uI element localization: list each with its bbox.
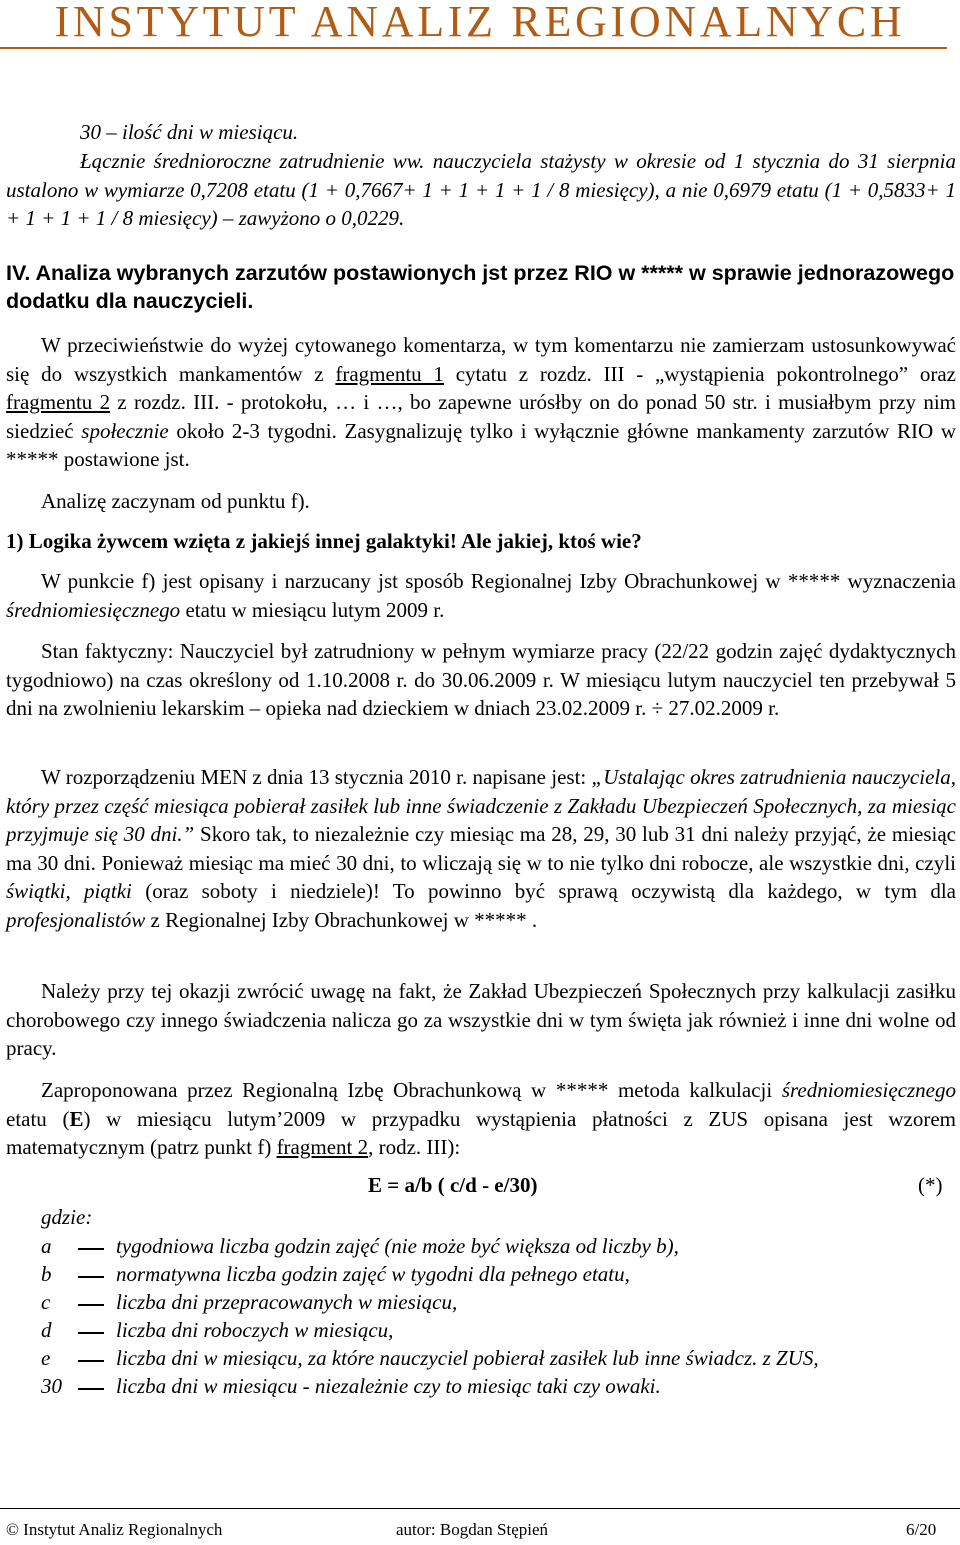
point-1-heading: 1) Logika żywcem wzięta z jakiejś innej galaktyki! Ale jakiej, ktoś wie? — [6, 529, 642, 553]
text-run: W przeciwieństwie do wyżej cytowanego komentarza, w tym komentarzu nie zamierzam ustosunkowywać się do wszystkich mankamentów z — [6, 333, 956, 386]
fragment-2-link[interactable]: fragmentu 2 — [6, 390, 111, 414]
formula-number: (*) — [918, 1173, 943, 1197]
text-run: Zaproponowana przez Regionalną Izbę Obrachunkową w ***** metoda kalkulacji — [41, 1078, 782, 1102]
footer-rule — [0, 1508, 960, 1509]
legend-item — [41, 1234, 956, 1262]
italic-run: średniomiesięcznego — [781, 1078, 956, 1102]
dash — [78, 1360, 104, 1362]
italic-run: średniomiesięcznego — [6, 597, 181, 622]
paragraph-2: Analizę zaczynam od punktu f). — [41, 489, 310, 513]
legend-item — [41, 1262, 956, 1290]
footer-author: autor: Bogdan Stępień — [396, 1520, 549, 1539]
dash — [78, 1388, 104, 1390]
paragraph-1 — [6, 331, 956, 474]
text-run: cytatu z rozdz. III - „wystąpienia pokontrolnego” oraz — [443, 361, 957, 386]
dash — [78, 1304, 104, 1306]
text-run: z Regionalnej Izby Obrachunkowej w ***** . — [145, 907, 538, 932]
italic-quote: „Ustalając okres zatrudnienia nauczyciela, który przez część miesiąca pobierał zasiłek lub inne świadczenie z Zakładu Ubezpieczeń Społecznych, za miesiąc przyjmuje się 30 dni.” — [6, 765, 956, 846]
legend-item — [41, 1374, 956, 1402]
text-run: (oraz soboty i niedziele)! To powinno być sprawą oczywistą dla każdego, w tym dla — [131, 879, 956, 903]
text-run: ) w miesiącu lutym’2009 w przypadku wystąpienia płatności z ZUS opisana jest wzorem matematycznym (patrz punkt f) — [6, 1106, 956, 1159]
paragraph-5 — [6, 763, 956, 934]
legend-variable: a — [41, 1234, 52, 1258]
italic-run: profesjonalistów — [6, 907, 146, 932]
paragraph-4: Stan faktyczny: Nauczyciel był zatrudniony w pełnym wymiarze pracy (22/22 godzin zajęć dydaktycznych tygodniowo) na czas określony od 1.10.2008 r. do 30.06.2009 r. W miesiącu lutym nauczyciel ten przebywał 5 dni na zwolnieniu lekarskim – opieka nad dzieckiem w dniach 23.02.2009 r. ÷ 27.02.2009 r. — [6, 639, 956, 720]
legend-variable: b — [41, 1262, 52, 1286]
formula: E = a/b ( c/d - e/30) — [368, 1173, 538, 1197]
italic-run: społecznie — [81, 418, 169, 443]
legend-description: liczba dni w miesiącu, za które nauczyciel pobierał zasiłek lub inne świadcz. z ZUS, — [116, 1346, 819, 1370]
legend-variable: d — [41, 1318, 52, 1342]
formula-row — [0, 1173, 960, 1203]
footer-copyright: © Instytut Analiz Regionalnych — [6, 1520, 223, 1539]
legend-title: gdzie: — [41, 1205, 93, 1229]
intro-paragraph: Łącznie średnioroczne zatrudnienie ww. nauczyciela stażysty w okresie od 1 stycznia do 31 sierpnia ustalono w wymiarze 0,7208 etatu (1 + 0,7667+ 1 + 1 + 1 + 1 / 8 miesięcy), a nie 0,6979 etatu (1 + 0,5833+ 1 + 1 + 1 + 1 / 8 miesięcy) – zawyżono o 0,0229. — [6, 149, 956, 230]
text-run: W rozporządzeniu MEN z dnia 13 stycznia 2010 r. napisane jest: — [41, 765, 592, 789]
legend-variable: 30 — [41, 1374, 62, 1398]
fragment-1-link[interactable]: fragmentu 1 — [335, 361, 444, 386]
legend-item — [41, 1290, 956, 1318]
dash — [78, 1332, 104, 1334]
paragraph-7 — [6, 1076, 956, 1162]
fragment-2-link[interactable]: fragment 2 — [276, 1135, 369, 1159]
paragraph-3 — [6, 567, 956, 624]
legend-description: liczba dni przepracowanych w miesiącu, — [116, 1290, 458, 1314]
dash — [78, 1248, 104, 1250]
intro-line: 30 – ilość dni w miesiącu. — [80, 120, 299, 144]
paragraph-6: Należy przy tej okazji zwrócić uwagę na fakt, że Zakład Ubezpieczeń Społecznych przy kalkulacji zasiłku chorobowego czy innego świadczenia nalicza go za wszystkie dni w tym święta jak również i inne dni wolne od pracy. — [6, 979, 956, 1060]
text-run: etatu w miesiącu lutym 2009 r. — [180, 597, 445, 622]
dash — [78, 1276, 104, 1278]
section-heading: IV. Analiza wybranych zarzutów postawionych jst przez RIO w ***** w sprawie jednorazowego dodatku dla nauczycieli. — [6, 261, 955, 313]
legend-item — [41, 1318, 956, 1346]
legend-description: liczba dni roboczych w miesiącu, — [116, 1318, 394, 1342]
legend-variable: c — [41, 1290, 51, 1314]
legend-description: liczba dni w miesiącu - niezależnie czy to miesiąc taki czy owaki. — [116, 1374, 661, 1398]
text-run: , rodz. III): — [368, 1135, 461, 1159]
text-run: Skoro tak, to niezależnie czy miesiąc ma 28, 29, 30 lub 31 dni należy przyjąć, że miesiąc ma 30 dni. Ponieważ miesiąc ma mieć 30 dni, to wliczają się w to nie tylko dni robocze, ale wszystkie dni, czyli — [6, 822, 956, 875]
bold-run: E — [69, 1106, 84, 1131]
italic-run: świątki, piątki — [6, 879, 132, 903]
footer-page-number: 6/20 — [906, 1520, 937, 1539]
legend-item — [41, 1346, 956, 1374]
page-header-title: INSTYTUT ANALIZ REGIONALNYCH — [54, 0, 906, 46]
legend-variable: e — [41, 1346, 51, 1370]
text-run: z rozdz. III. - protokołu, … i …, bo zapewne urósłby on do ponad 50 str. i musiałbym przy nim siedzieć — [6, 390, 957, 443]
legend-description: normatywna liczba godzin zajęć w tygodni dla pełnego etatu, — [116, 1262, 630, 1286]
text-run: około 2-3 tygodni. Zasygnalizuję tylko i wyłącznie główne mankamenty zarzutów RIO w ***** postawione jst. — [6, 418, 957, 471]
header-rule — [0, 47, 947, 49]
legend-description: tygodniowa liczba godzin zajęć (nie może być większa od liczby b), — [116, 1234, 679, 1258]
text-run: W punkcie f) jest opisany i narzucany jst sposób Regionalnej Izby Obrachunkowej w ***** wyznaczenia — [41, 569, 956, 593]
text-run: etatu ( — [6, 1106, 70, 1131]
